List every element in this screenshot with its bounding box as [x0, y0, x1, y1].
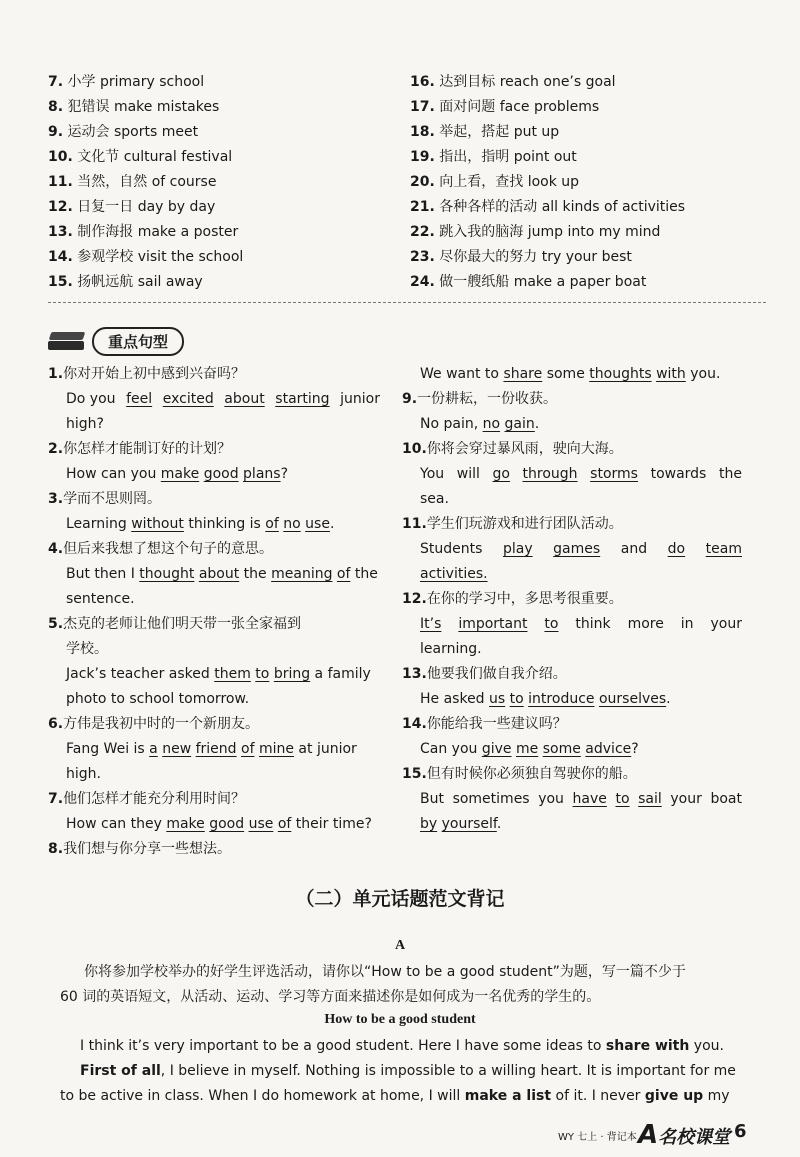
phrase-item: 24. 做一艘纸船 make a paper boat [410, 274, 647, 290]
sentence-en: sentence. [66, 591, 135, 607]
task-line: 60 词的英语短文，从活动、运动、学习等方面来描述你是如何成为一名优秀的学生的。 [60, 989, 601, 1005]
essay-line: to be active in class. When I do homework at home, I will make a list of it. I never give up my [60, 1088, 730, 1104]
phrase-item: 12. 日复一日 day by day [48, 199, 216, 215]
phrase-item: 21. 各种各样的活动 all kinds of activities [410, 199, 686, 215]
sentence-en: Learning without thinking is of no use. [66, 516, 335, 532]
sentence-en: We want to share some thoughts with you. [420, 366, 721, 382]
sentence-en: by yourself. [420, 816, 502, 832]
sentence-cn: 4.但后来我想了想这个句子的意思。 [48, 541, 274, 557]
essay-title: How to be a good student [324, 1012, 476, 1027]
sentence-en: He asked us to introduce ourselves. [420, 691, 671, 707]
phrase-item: 23. 尽你最大的努力 try your best [410, 249, 632, 265]
sentence-cn: 11.学生们玩游戏和进行团队活动。 [402, 516, 623, 532]
phrase-item: 11. 当然，自然 of course [48, 174, 217, 190]
phrase-column-right [410, 70, 770, 295]
phrase-column-left [48, 70, 408, 295]
sentence-en: Can you give me some advice? [420, 741, 639, 757]
phrase-item: 17. 面对问题 face problems [410, 99, 600, 115]
sentence-en: How can you make good plans? [66, 466, 289, 482]
phrase-item: 14. 参观学校 visit the school [48, 249, 244, 265]
sentence-en: How can they make good use of their time? [66, 816, 372, 832]
sentence-cn: 15.但有时候你必须独自驾驶你的船。 [402, 766, 637, 782]
sentence-cn: 13.他要我们做自我介绍。 [402, 666, 567, 682]
page-number: 6 [734, 1121, 747, 1142]
sentence-cn: 10.你将会穿过暴风雨，驶向大海。 [402, 441, 623, 457]
sentence-cn: 7.他们怎样才能充分利用时间？ [48, 791, 246, 807]
sentence-en: sea. [420, 491, 449, 507]
phrase-item: 15. 扬帆远航 sail away [48, 274, 203, 290]
sentence-cn: 9.一份耕耘，一份收获。 [402, 391, 558, 407]
books-icon [48, 328, 88, 354]
essay-line: I think it’s very important to be a good student. Here I have some ideas to share with you. [80, 1038, 724, 1054]
sentence-column-right [402, 362, 742, 837]
phrase-item: 16. 达到目标 reach one’s goal [410, 74, 616, 90]
brand-logo: A名校课堂 [638, 1120, 731, 1150]
sentence-cn: 8.我们想与你分享一些想法。 [48, 841, 232, 857]
phrase-item: 20. 向上看，查找 look up [410, 174, 580, 190]
sentence-en: learning. [420, 641, 482, 657]
sentence-column-left [48, 362, 380, 862]
sentence-cn: 12.在你的学习中，多思考很重要。 [402, 591, 623, 607]
phrase-item: 19. 指出，指明 point out [410, 149, 577, 165]
sentence-cn: 2.你怎样才能制订好的计划？ [48, 441, 232, 457]
sentence-en: Do you feel excited about starting junior [66, 391, 380, 407]
part-two-title: （二）单元话题范文背记 [295, 888, 505, 910]
phrase-item: 7. 小学 primary school [48, 74, 205, 90]
dashed-divider [48, 302, 766, 303]
sentence-en: No pain, no gain. [420, 416, 540, 432]
sentence-cn: 14.你能给我一些建议吗？ [402, 716, 567, 732]
sentence-en: You will go through storms towards the [420, 466, 742, 482]
phrase-item: 9. 运动会 sports meet [48, 124, 199, 140]
sentence-en: Students play games and do team [420, 541, 742, 557]
sentence-cn: 学校。 [66, 641, 108, 657]
sentence-en: But then I thought about the meaning of the [66, 566, 378, 582]
section-header [48, 324, 184, 358]
phrase-item: 18. 举起，搭起 put up [410, 124, 560, 140]
essay-body [60, 1034, 766, 1109]
sentence-en: activities. [420, 566, 488, 582]
phrase-item: 8. 犯错误 make mistakes [48, 99, 220, 115]
book-label: WY 七上 · 背记本 [558, 1132, 637, 1143]
sentence-cn: 5.杰克的老师让他们明天带一张全家福到 [48, 616, 302, 632]
sentence-en: photo to school tomorrow. [66, 691, 250, 707]
page-footer [0, 1120, 800, 1150]
sentence-en: Jack’s teacher asked them to bring a family [66, 666, 371, 682]
phrase-item: 22. 跳入我的脑海 jump into my mind [410, 224, 661, 240]
task-line: 你将参加学校举办的好学生评选活动，请你以“How to be a good student”为题，写一篇不少于 [84, 964, 686, 980]
sentence-en: It’s important to think more in your [420, 616, 742, 632]
sentence-en: But sometimes you have to sail your boat [420, 791, 742, 807]
essay-label: A [394, 938, 406, 953]
sentence-cn: 1.你对开始上初中感到兴奋吗？ [48, 366, 246, 382]
sentence-en: high. [66, 766, 101, 782]
sentence-cn: 3.学而不思则罔。 [48, 491, 162, 507]
sentence-cn: 6.方伟是我初中时的一个新朋友。 [48, 716, 260, 732]
section-title: 重点句型 [92, 327, 184, 356]
phrase-item: 13. 制作海报 make a poster [48, 224, 239, 240]
sentence-en: Fang Wei is a new friend of mine at junior [66, 741, 357, 757]
writing-task [60, 960, 766, 1010]
essay-line: First of all, I believe in myself. Nothing is impossible to a willing heart. It is important for me [80, 1063, 736, 1079]
sentence-en: high? [66, 416, 104, 432]
phrase-item: 10. 文化节 cultural festival [48, 149, 233, 165]
